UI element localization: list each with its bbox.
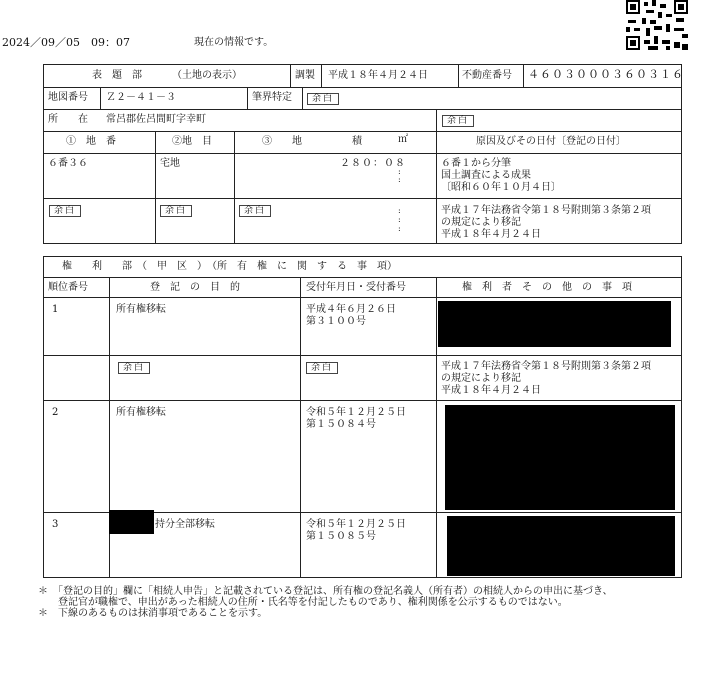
- shozai-label: 所 在: [48, 114, 88, 125]
- purpose-value: 所有権移転: [116, 304, 166, 315]
- dots: : : :: [398, 206, 401, 233]
- dots: : :: [398, 167, 401, 184]
- chosei-date: 平成１８年４月２４日: [328, 70, 428, 81]
- col-chiban: ① 地 番: [66, 136, 116, 147]
- col-chimoku: ②地 目: [172, 136, 212, 147]
- redaction: [447, 516, 675, 576]
- footnote-1b: 登記官が職権で、申出があった相続人の住所・氏名等を付記したものであり、権利関係を公示するものではない。: [38, 597, 568, 608]
- cause-line-1: 平成１７年法務省令第１８号附則第３条第２項: [441, 361, 651, 372]
- cause-line-2: の規定により移記: [441, 373, 521, 384]
- col-chiseki-a: ③ 地: [262, 136, 302, 147]
- print-datetime: 2024／09／05 09：07: [2, 36, 130, 49]
- receipt-date: 平成４年６月２６日: [306, 304, 396, 315]
- col-chiseki-b: 積: [352, 136, 362, 147]
- receipt-number: 第１５０８５号: [306, 531, 376, 542]
- col-rank: 順位番号: [48, 282, 88, 293]
- receipt-date: 令和５年１２月２５日: [306, 519, 406, 530]
- fudosan-label: 不動産番号: [462, 70, 512, 81]
- cause-line-2: の規定により移記: [441, 217, 521, 228]
- purpose-value: 持分全部移転: [155, 519, 215, 530]
- col-receipt: 受付年月日・受付番号: [306, 282, 406, 293]
- kenri-title: 権 利 部 （ 甲 区 ） （所 有 権 に 関 す る 事 項）: [62, 261, 397, 272]
- chiban-value: ６番３６: [48, 158, 88, 169]
- rank-value: 1: [52, 304, 59, 315]
- yohaku-stamp: 余白: [307, 93, 339, 105]
- hikkai-label: 筆界特定: [252, 92, 292, 103]
- col-chiseki-unit: ㎡: [398, 134, 408, 145]
- hyodai-title: 表 題 部: [92, 70, 142, 81]
- rank-value: 3: [52, 519, 59, 530]
- yohaku-stamp: 余白: [442, 115, 474, 127]
- status-text: 現在の情報です。: [194, 37, 274, 48]
- yohaku-stamp: 余白: [118, 362, 150, 374]
- cause-line-3: 〔昭和６０年１０月４日〕: [441, 182, 561, 193]
- hyodai-subtitle: （土地の表示）: [172, 70, 242, 81]
- cause-line-3: 平成１８年４月２４日: [441, 229, 541, 240]
- col-matters: 権 利 者 そ の 他 の 事 項: [462, 282, 632, 293]
- qr-code: [626, 0, 688, 50]
- chiseki-value: ２８０：０８: [340, 158, 406, 169]
- footnote-1a: ＊ 「登記の目的」欄に「相続人申告」と記載されている登記は、所有権の登記名義人（所有者）の相続人からの申出に基づき、: [38, 586, 613, 597]
- hyodai-table: [43, 64, 682, 244]
- cause-line-3: 平成１８年４月２４日: [441, 385, 541, 396]
- receipt-number: 第３１００号: [306, 316, 366, 327]
- col-purpose: 登 記 の 目 的: [150, 282, 240, 293]
- yohaku-stamp: 余白: [160, 205, 192, 217]
- yohaku-stamp: 余白: [49, 205, 81, 217]
- receipt-number: 第１５０８４号: [306, 419, 376, 430]
- footnote-2: ＊ 下線のあるものは抹消事項であることを示す。: [38, 608, 268, 619]
- cause-line-2: 国土調査による成果: [441, 170, 531, 181]
- shozai-value: 常呂郡佐呂間町字幸町: [106, 114, 206, 125]
- redaction: [445, 405, 675, 510]
- fudosan-number: ４６０３０００３６０３１６: [528, 68, 684, 81]
- yohaku-stamp: 余白: [239, 205, 271, 217]
- chimoku-value: 宅地: [160, 158, 180, 169]
- redaction: [109, 510, 154, 534]
- col-cause: 原因及びその日付〔登記の日付〕: [476, 136, 626, 147]
- cause-line-1: 平成１７年法務省令第１８号附則第３条第２項: [441, 205, 651, 216]
- rank-value: 2: [52, 407, 59, 418]
- chizu-label: 地図番号: [48, 92, 88, 103]
- chizu-number: Ｚ２－４１－３: [106, 92, 176, 103]
- yohaku-stamp: 余白: [306, 362, 338, 374]
- redaction: [438, 301, 671, 347]
- cause-line-1: ６番１から分筆: [441, 158, 511, 169]
- purpose-value: 所有権移転: [116, 407, 166, 418]
- receipt-date: 令和５年１２月２５日: [306, 407, 406, 418]
- chosei-label: 調製: [295, 70, 315, 81]
